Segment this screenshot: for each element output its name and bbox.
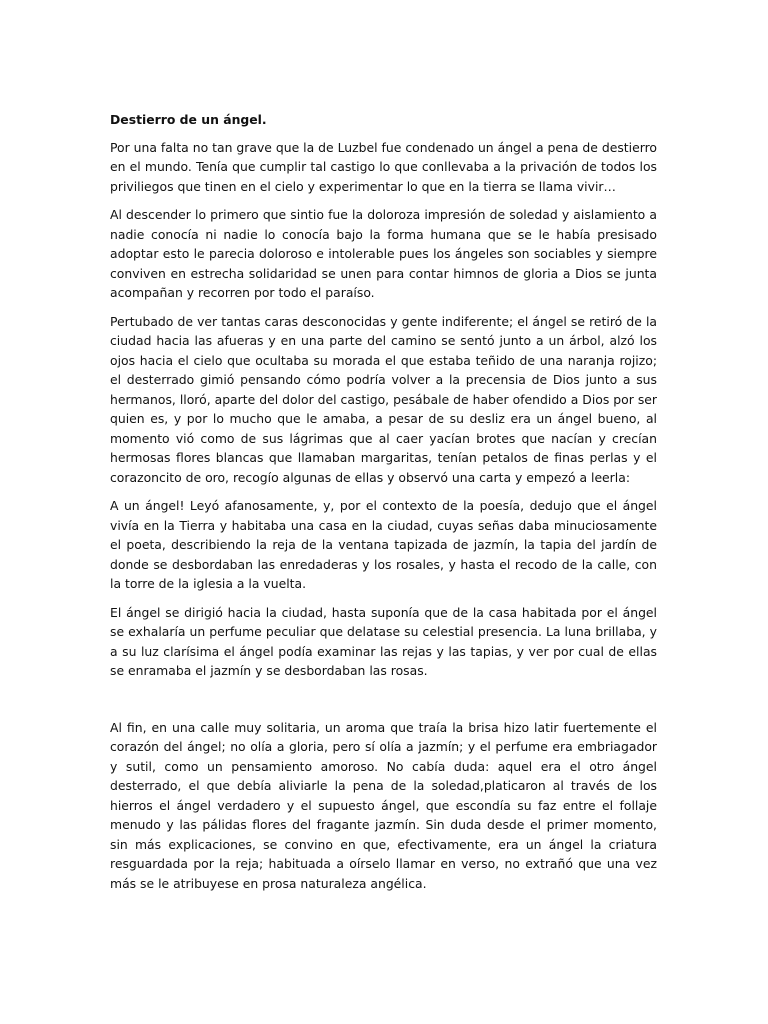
paragraph-2: Al descender lo primero que sintio fue la doloroza impresión de soledad y aislamiento a nadie conocía ni nadie lo conocía bajo la forma humana que se le había presisado adoptar esto le parecia doloroso e intolerable pues los ángeles son sociables y siempre conviven en estrecha solidaridad se unen para contar himnos de gloria a Dios se junta acompañan y recorren por todo el paraíso. <box>110 207 657 300</box>
blank-line <box>110 690 657 718</box>
document-page <box>110 110 657 902</box>
document-title: Destierro de un ángel. <box>110 112 267 127</box>
paragraph-3: Pertubado de ver tantas caras desconocidas y gente indiferente; el ángel se retiró de la ciudad hacia las afueras y en una parte del camino se sentó junto a un árbol, alzó los ojos hacia el cielo que ocultaba su morada el que estaba teñido de una naranja rojizo; el desterrado gimió pensando cómo podría volver a la precensia de Dios junto a sus hermanos, lloró, aparte del dolor del castigo, pesábale de haber ofendido a Dios por ser quien es, y por lo mucho que le amaba, a pesar de su desliz era un ángel bueno, al momento vió como de sus lágrimas que al caer yacían brotes que nacían y crecían hermosas flores blancas que llamaban margaritas, tenían petalos de finas perlas y el corazoncito de oro, recogío algunas de ellas y observó una carta y empezó a leerla: <box>110 313 657 485</box>
paragraph-6: Al fin, en una calle muy solitaria, un aroma que traía la brisa hizo latir fuertemente el corazón del ángel; no olía a gloria, pero sí olía a jazmín; y el perfume era embriagador y sutil, como un pensamiento amoroso. No cabía duda: aquel era el otro ángel desterrado, el que debía aliviarle la pena de la soledad,platicaron al través de los hierros el ángel verdadero y el supuesto ángel, que escondía su faz entre el follaje menudo y las pálidas flores del fragante jazmín. Sin duda desde el primer momento, sin más explicaciones, se convino en que, efectivamente, era un ángel la criatura resguardada por la reja; habituada a oírselo llamar en verso, no extrañó que una vez más se le atribuyese en prosa naturaleza angélica. <box>110 719 657 891</box>
paragraph-5: El ángel se dirigió hacia la ciudad, hasta suponía que de la casa habitada por el ángel se exhalaría un perfume peculiar que delatase su celestial presencia. La luna brillaba, y a su luz clarísima el ángel podía examinar las rejas y las tapias, y ver por cual de ellas se enramaba el jazmín y se desbordaban las rosas. <box>110 604 657 678</box>
paragraph-4: A un ángel! Leyó afanosamente, y, por el contexto de la poesía, dedujo que el ángel vivía en la Tierra y habitaba una casa en la ciudad, cuyas señas daba minuciosamente el poeta, describiendo la reja de la ventana tapizada de jazmín, la tapia del jardín de donde se desbordaban las enredaderas y los rosales, y hasta el recodo de la calle, con la torre de la iglesia a la vuelta. <box>110 498 657 591</box>
paragraph-1: Por una falta no tan grave que la de Luzbel fue condenado un ángel a pena de destierro en el mundo. Tenía que cumplir tal castigo lo que conllevaba a la privación de todos los priviliegos que tinen en el cielo y experimentar lo que en la tierra se llama vivir… <box>110 139 657 194</box>
